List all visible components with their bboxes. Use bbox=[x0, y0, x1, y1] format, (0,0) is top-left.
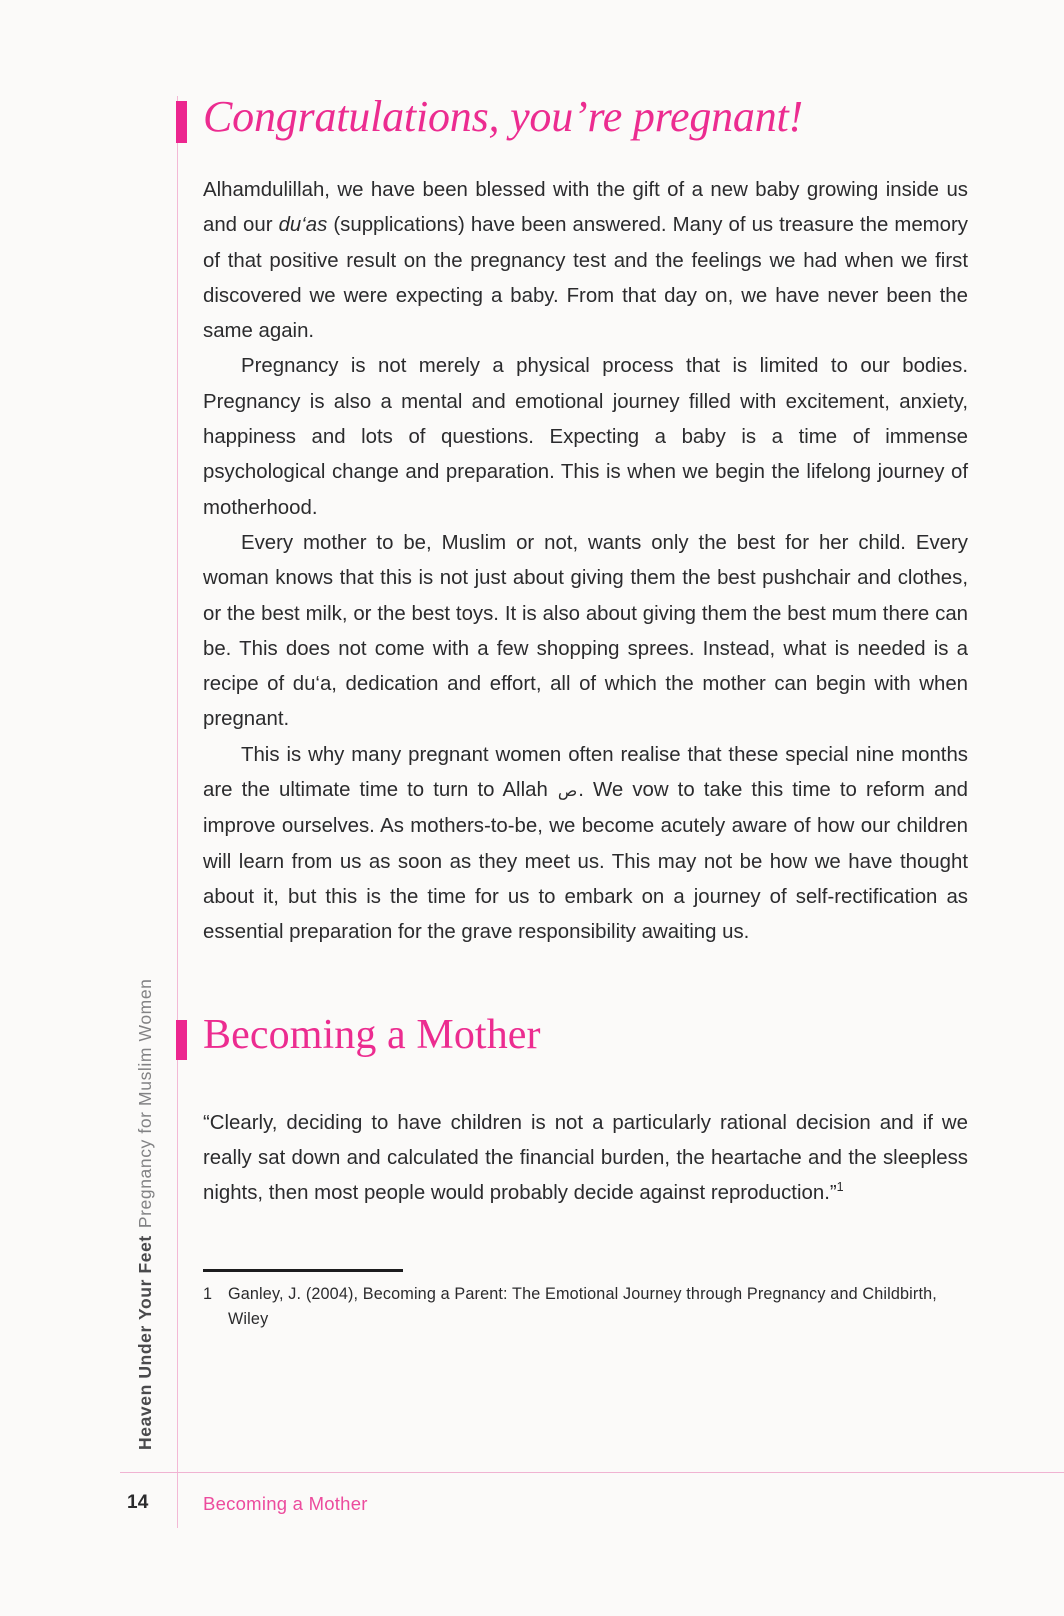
quote-text: “Clearly, deciding to have children is not a particularly rational decision and if we really sat down and calculated the financial burden, the heartache and the sleepless nights, then most people would probably decide against reproduction.” bbox=[203, 1111, 968, 1205]
text-run: Alhamdulillah, we have been blessed with the gift of a new baby growing inside us and our bbox=[203, 179, 968, 237]
text-run: Pregnancy is not merely a physical process that is limited to our bodies. Pregnancy is also a mental and emotional journey filled with excitement, anxiety, happiness and lots of questions. Expecting a baby is a time of immense psychological change and preparation. This is when we begin the lifelong journey of motherhood. bbox=[203, 355, 968, 519]
text-run: Every mother to be, Muslim or not, wants only the best for her child. Every woman knows that this is not just about giving them the best pushchair and clothes, or the best milk, or the best toys. It is also about giving them the best mum there can be. This does not come with a few shopping sprees. Instead, what is needed is a recipe of du‘a, dedication and effort, all of which the mother can begin with when pregnant. bbox=[203, 531, 968, 731]
footer-running-label: Becoming a Mother bbox=[203, 1493, 368, 1514]
quote-paragraph bbox=[203, 1106, 968, 1212]
paragraph-2 bbox=[203, 349, 968, 525]
side-book-subtitle: Pregnancy for Muslim Women bbox=[134, 978, 155, 1229]
section-title: Becoming a Mother bbox=[203, 1011, 541, 1058]
chapter-title: Congratulations, you’re pregnant! bbox=[203, 92, 803, 141]
chapter-title-block bbox=[203, 92, 968, 151]
column-divider-rule bbox=[177, 96, 178, 1528]
section-title-block bbox=[203, 1011, 968, 1066]
footnote-number: 1 bbox=[203, 1285, 213, 1304]
section-title-accent-bar bbox=[176, 1020, 187, 1060]
side-book-title: Heaven Under Your Feet bbox=[134, 1235, 155, 1450]
paragraph-4 bbox=[203, 738, 968, 951]
allah-honorific-glyph: ص bbox=[557, 783, 578, 801]
page-content-column bbox=[203, 0, 968, 1616]
text-run: This is why many pregnant women often realise that these special nine months are the ultimate time to turn to Allah bbox=[203, 743, 968, 802]
section-body bbox=[203, 1106, 968, 1212]
footer-divider-rule bbox=[120, 1472, 1064, 1473]
paragraph-1 bbox=[203, 173, 968, 349]
chapter-title-accent-bar bbox=[176, 101, 187, 143]
footnote-separator-rule bbox=[203, 1269, 403, 1272]
footnote-text: Ganley, J. (2004), Becoming a Parent: The Emotional Journey through Pregnancy and Childbirth, Wiley bbox=[228, 1285, 937, 1329]
footnote-reference-marker[interactable]: 1 bbox=[836, 1180, 844, 1195]
side-running-header bbox=[128, 0, 162, 1450]
paragraph-3 bbox=[203, 526, 968, 738]
footnote-block bbox=[203, 1269, 968, 1332]
text-run: . We vow to take this time to reform and improve ourselves. As mothers-to-be, we become acutely aware of how our children will learn from us as soon as they meet us. This may not be how we have thought about it, but this is the time for us to embark on a journey of self-rectification as essential preparation for the grave responsibility awaiting us. bbox=[203, 779, 968, 944]
text-run: (supplications) have been answered. Many of us treasure the memory of that positive result on the pregnancy test and the feelings we had when we first discovered we were expecting a baby. From that day on, we have never been the same again. bbox=[203, 214, 968, 343]
footnote-entry bbox=[203, 1282, 968, 1332]
emphasised-term: du‘as bbox=[278, 214, 328, 237]
chapter-body bbox=[203, 173, 968, 951]
footer-page-number: 14 bbox=[127, 1492, 149, 1513]
